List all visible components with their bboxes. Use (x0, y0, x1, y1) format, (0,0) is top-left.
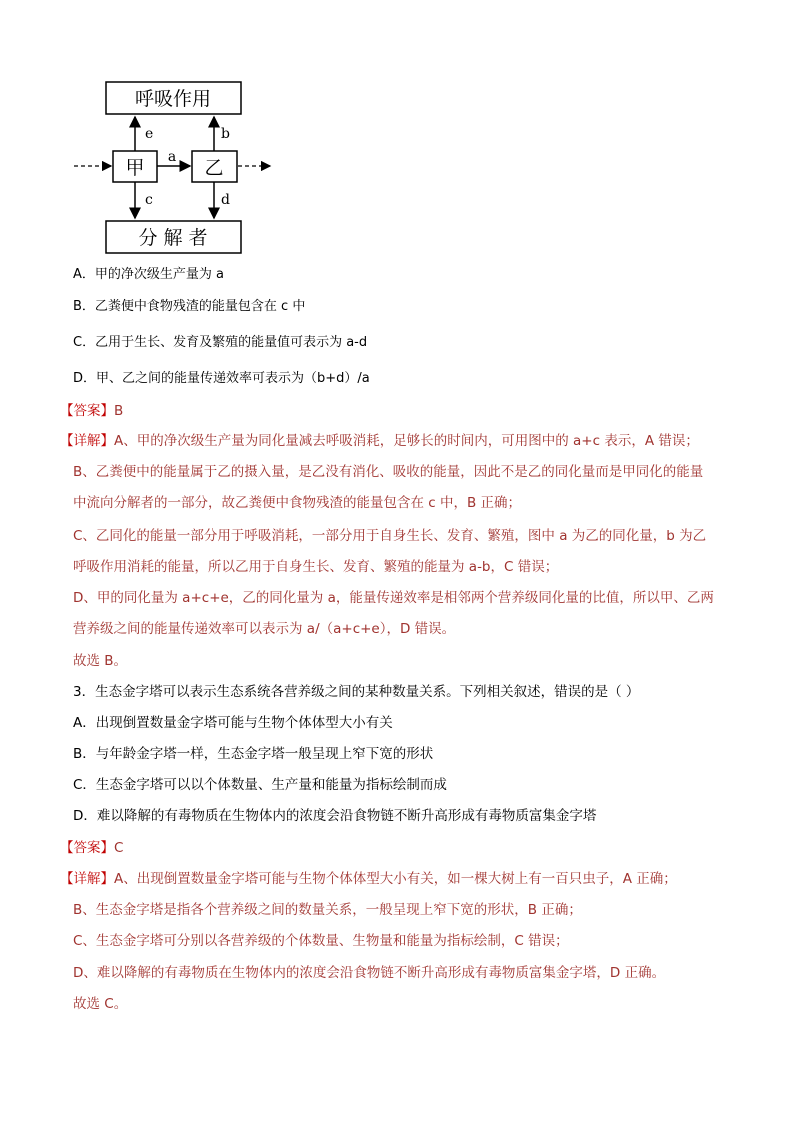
q3-detail-line-4: D、难以降解的有毒物质在生物体内的浓度会沿食物链不断升高形成有毒物质富集金字塔，D 正确。 (73, 965, 666, 981)
q2-detail-line-4: C、乙同化的能量一部分用于呼吸消耗，一部分用于自身生长、发育、繁殖，图中 a 为乙的同化量，b 为乙 (73, 528, 707, 544)
q2-detail-line-1 (60, 431, 699, 451)
respiration-label: 呼吸作用 (134, 88, 212, 110)
q3-answer-tag: 【答案】 (60, 840, 114, 856)
q3-detail-line-3: C、生态金字塔可分别以各营养级的个体数量、生物量和能量为指标绘制，C 错误； (73, 933, 569, 949)
arrow-b-label: b (221, 126, 230, 142)
q3-answer (60, 838, 123, 858)
q3-option-c: C．生态金字塔可以以个体数量、生产量和能量为指标绘制而成 (73, 777, 447, 793)
q3-option-b: B．与年龄金字塔一样，生态金字塔一般呈现上窄下宽的形状 (73, 746, 434, 762)
q2-option-c: C．乙用于生长、发育及繁殖的能量值可表示为 a-d (73, 335, 368, 350)
node-yi-label: 乙 (204, 157, 224, 179)
q2-answer (60, 401, 123, 421)
q3-detail-line-1 (60, 869, 677, 889)
arrow-d-label: d (221, 192, 230, 208)
q2-conclusion: 故选 B。 (73, 653, 128, 669)
q3-conclusion: 故选 C。 (73, 996, 128, 1012)
energy-flow-diagram (70, 75, 280, 260)
q3-detail-line-2: B、生态金字塔是指各个营养级之间的数量关系，一般呈现上窄下宽的形状，B 正确； (73, 902, 582, 918)
q3-option-d: D．难以降解的有毒物质在生物体内的浓度会沿食物链不断升高形成有毒物质富集金字塔 (73, 808, 597, 824)
q2-answer-tag: 【答案】 (60, 403, 114, 419)
q2-detail-line-6: D、甲的同化量为 a+c+e，乙的同化量为 a，能量传递效率是相邻两个营养级同化量的比值，所以甲、乙两 (73, 590, 714, 606)
q2-detail-text: A、甲的净次级生产量为同化量减去呼吸消耗，足够长的时间内，可用图中的 a+c 表示，A 错误； (114, 433, 699, 449)
q2-detail-line-2: B、乙粪便中的能量属于乙的摄入量，是乙没有消化、吸收的能量，因此不是乙的同化量而是甲同化的能量 (73, 464, 704, 480)
q2-option-d: D．甲、乙之间的能量传递效率可表示为（b+d）/a (73, 371, 370, 386)
q2-detail-tag: 【详解】 (60, 433, 114, 449)
q2-option-a: A．甲的净次级生产量为 a (73, 267, 224, 282)
q2-detail-line-3: 中流向分解者的一部分，故乙粪便中食物残渣的能量包含在 c 中，B 正确； (73, 495, 522, 511)
q3-stem: 3．生态金字塔可以表示生态系统各营养级之间的某种数量关系。下列相关叙述，错误的是（ ） (73, 684, 640, 700)
q3-option-a: A．出现倒置数量金字塔可能与生物个体体型大小有关 (73, 715, 393, 731)
q2-detail-line-5: 呼吸作用消耗的能量，所以乙用于自身生长、发育、繁殖的能量为 a-b，C 错误； (73, 559, 559, 575)
q2-detail-line-7: 营养级之间的能量传递效率可以表示为 a/（a+c+e），D 错误。 (73, 621, 456, 637)
q3-detail-tag: 【详解】 (60, 871, 114, 887)
arrow-e-label: e (145, 126, 154, 142)
arrow-c-label: c (145, 192, 153, 208)
q3-detail-text: A、出现倒置数量金字塔可能与生物个体体型大小有关，如一棵大树上有一百只虫子，A 正确； (114, 871, 677, 887)
decomposer-label: 分 解 者 (138, 227, 208, 249)
q2-option-b: B．乙粪便中食物残渣的能量包含在 c 中 (73, 299, 306, 314)
q3-answer-value: C (114, 840, 124, 856)
arrow-a-label: a (167, 149, 177, 165)
q2-answer-value: B (114, 403, 124, 419)
node-jia-label: 甲 (125, 157, 145, 179)
